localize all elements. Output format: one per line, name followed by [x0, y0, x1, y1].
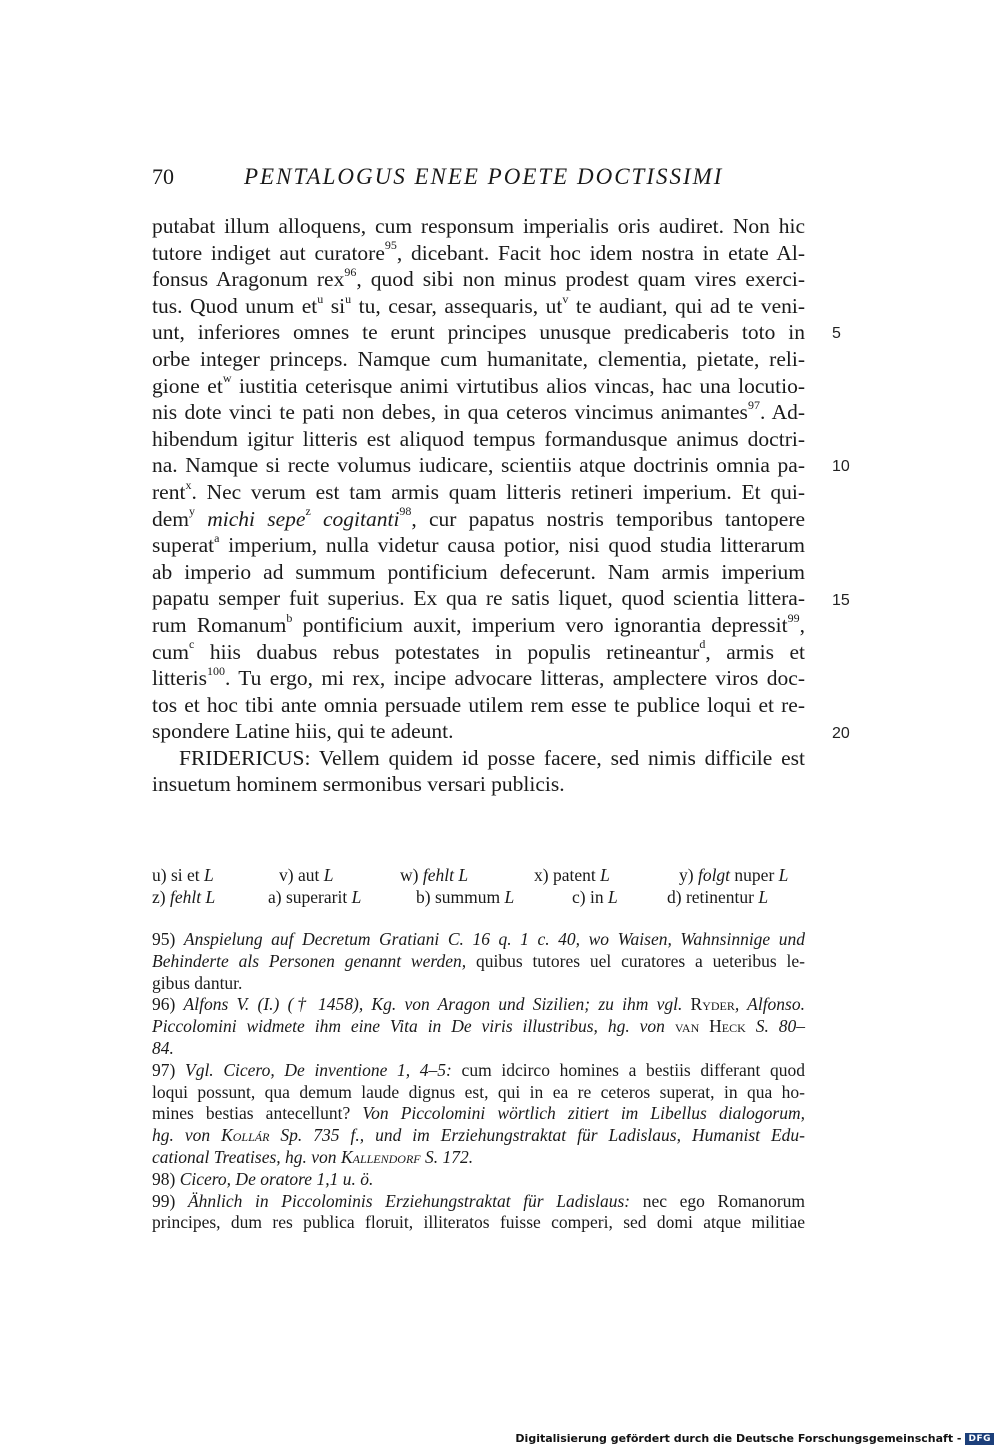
text-line: nis dote vinci te pati non debes, in qua ceteros vincimus animantes$^{97}$. Ad- — [152, 398, 806, 425]
apparatus-ref[interactable]: u — [345, 291, 352, 306]
apparatus-entry: d) retinentur L — [667, 887, 769, 907]
footnote-line: 99) Ähnlich in Piccolominis Erziehungstraktat für Ladislaus: nec ego Romanorum — [152, 1190, 806, 1211]
apparatus-ref[interactable]: z — [305, 504, 311, 519]
dfg-logo: DFG — [965, 1433, 994, 1445]
footnote-ref[interactable]: 95 — [384, 238, 397, 253]
apparatus-row — [152, 886, 805, 908]
text-line: insuetum hominem sermonibus versari publicis. — [152, 772, 565, 797]
running-title: PENTALOGUS ENEE POETE DOCTISSIMI — [244, 164, 724, 189]
footnote-line: loqui possunt, qua demum laude dignus est, qui in ea re ceteros superat, in qua ho- — [152, 1081, 805, 1102]
text-line: unt, inferiores omnes te erunt principes unusque predicaberis toto in — [152, 320, 805, 345]
footnote-line: hg. von Kollár Sp. 735 f., und im Erziehungstraktat für Ladislaus, Humanist Edu- — [152, 1125, 805, 1146]
apparatus-entry: z) fehlt L — [152, 887, 216, 907]
footnote-line: mines bestias antecellunt? Von Piccolomini wörtlich zitiert im Libellus dialogorum, — [152, 1103, 805, 1124]
text-line: superat$^a$ imperium, nulla videtur causa potior, nisi quod studia litterarum — [152, 530, 805, 558]
footnote-line: principes, dum res publica floruit, illiteratos fuisse comperi, sed domi atque militiae — [152, 1212, 805, 1233]
apparatus-ref[interactable]: c — [189, 637, 195, 652]
footnote-line: 95) Anspielung auf Decretum Gratiani C. 16 q. 1 c. 40, wo Waisen, Wahnsinnige und — [152, 929, 805, 949]
text-line: litteris$^{100}$. Tu ergo, mi rex, incipe advocare litteras, amplectere viros doc- — [152, 663, 805, 691]
footnote-line: gibus dantur. — [152, 972, 243, 993]
apparatus-entry: x) patent L — [534, 865, 610, 885]
footnote-line: Piccolomini widmete ihm eine Vita in De viris illustribus, hg. von van Heck S. 80– — [152, 1016, 806, 1037]
text-line: hibendum igitur litteris est aliquod tempus formandusque animus doctri- — [152, 426, 805, 451]
apparatus-ref[interactable]: v — [562, 291, 569, 306]
text-line: gione $et^w$ iustitia ceterisque animi virtutibus alios vincas, hac una locutio- — [152, 371, 805, 398]
footnote-ref[interactable]: 97 — [747, 398, 760, 412]
line-number: 10 — [832, 458, 850, 475]
text-line: na. Namque si recte volumus iudicare, scientiis atque doctrinis omnia pa- — [152, 453, 805, 478]
apparatus-entry: b) summum L — [416, 887, 515, 907]
apparatus-ref[interactable]: x — [185, 477, 192, 492]
footnote-ref[interactable]: 99 — [787, 610, 800, 625]
text-line: tutore indiget aut curatore$^{95}$, dicebant. Facit hoc idem nostra in etate Al- — [152, 238, 805, 265]
footnote-line: cational Treatises, hg. von Kallendorf S. 172. — [152, 1146, 474, 1167]
text-line: FRIDERICUS: Vellem quidem id posse facere, sed nimis difficile est — [179, 745, 805, 770]
footer-text: Digitalisierung gefördert durch die Deutsche Forschungsgemeinschaft - — [515, 1432, 962, 1445]
apparatus-ref[interactable]: w — [222, 371, 232, 386]
apparatus-ref[interactable]: a — [214, 530, 220, 545]
apparatus-entry: c) in L — [572, 887, 618, 907]
apparatus-entry: v) aut L — [279, 865, 334, 885]
digitization-footer — [515, 1432, 994, 1445]
footnote-line: Behinderte als Personen genannt werden, quibus tutores uel curatores a ueteribus le- — [152, 950, 805, 971]
main-text — [152, 213, 805, 798]
text-line: orbe integer princeps. Namque cum humanitate, clementia, pietate, reli- — [152, 346, 805, 371]
footnote-line: 84. — [152, 1037, 174, 1058]
text-line: rum Romanum$^b$ pontificium auxit, imperium vero ignorantia depressit$^{99}$, — [152, 610, 805, 637]
apparatus-ref[interactable]: b — [286, 610, 293, 625]
apparatus-entry: u) si et L — [152, 865, 214, 885]
line-number: 20 — [832, 725, 850, 742]
apparatus-ref[interactable]: d — [699, 637, 706, 652]
text-line: fonsus Aragonum rex$^{96}$, quod sibi non minus prodest quam vires exerci- — [152, 265, 805, 292]
footnote-line: 97) Vgl. Cicero, De inventione 1, 4–5: cum idcirco homines a bestiis differant quod — [152, 1059, 806, 1080]
footnote-line: 98) Cicero, De oratore 1,1 u. ö. — [152, 1168, 374, 1189]
line-number: 15 — [832, 592, 850, 609]
page-number: 70 — [152, 164, 174, 189]
critical-apparatus — [152, 864, 805, 908]
footnote-ref[interactable]: 96 — [344, 265, 357, 280]
text-line: dem$^y$ michi sepe$^z$ cogitanti$^{98}$, cur papatus nostris temporibus tantopere — [152, 504, 806, 531]
footnote-ref[interactable]: 98 — [399, 504, 412, 519]
footnote-line: 96) Alfons V. (I.) († 1458), Kg. von Aragon und Sizilien; zu ihm vgl. Ryder, Alfonso. — [152, 994, 805, 1015]
text-line: ab imperio ad summum pontificium defecerunt. Nam armis imperium — [152, 559, 805, 584]
text-line: tos et hoc tibi ante omnia persuade utilem rem esse te publice loqui et re- — [152, 692, 805, 717]
text-line: tus. Quod unum $et^u$ $si^u$ tu, cesar, assequaris, $ut^v$ te audiant, qui ad te veni- — [152, 291, 805, 318]
line-number: 5 — [832, 325, 841, 342]
text-line: rent$^x$. Nec verum est tam armis quam litteris retineri imperium. Et qui- — [152, 477, 805, 504]
page-header — [152, 164, 812, 194]
apparatus-row — [152, 864, 805, 886]
footnote-ref[interactable]: 100 — [206, 663, 225, 678]
text-line: papatu semper fuit superius. Ex qua re satis liquet, quod scientia littera- — [152, 586, 805, 611]
apparatus-entry: a) superarit L — [268, 887, 362, 907]
apparatus-ref[interactable]: y — [189, 504, 196, 519]
text-line: putabat illum alloquens, cum responsum imperialis oris audiret. Non hic — [152, 214, 805, 238]
apparatus-entry: w) fehlt L — [400, 865, 469, 885]
apparatus-ref[interactable]: u — [317, 291, 324, 306]
footnotes — [152, 929, 805, 1234]
text-line: cum$^c$ hiis duabus rebus potestates in populis retineantur$^d$, armis et — [152, 637, 805, 664]
text-line: spondere Latine hiis, qui te adeunt. — [152, 719, 454, 744]
apparatus-entry: y) folgt nuper L — [679, 865, 789, 885]
